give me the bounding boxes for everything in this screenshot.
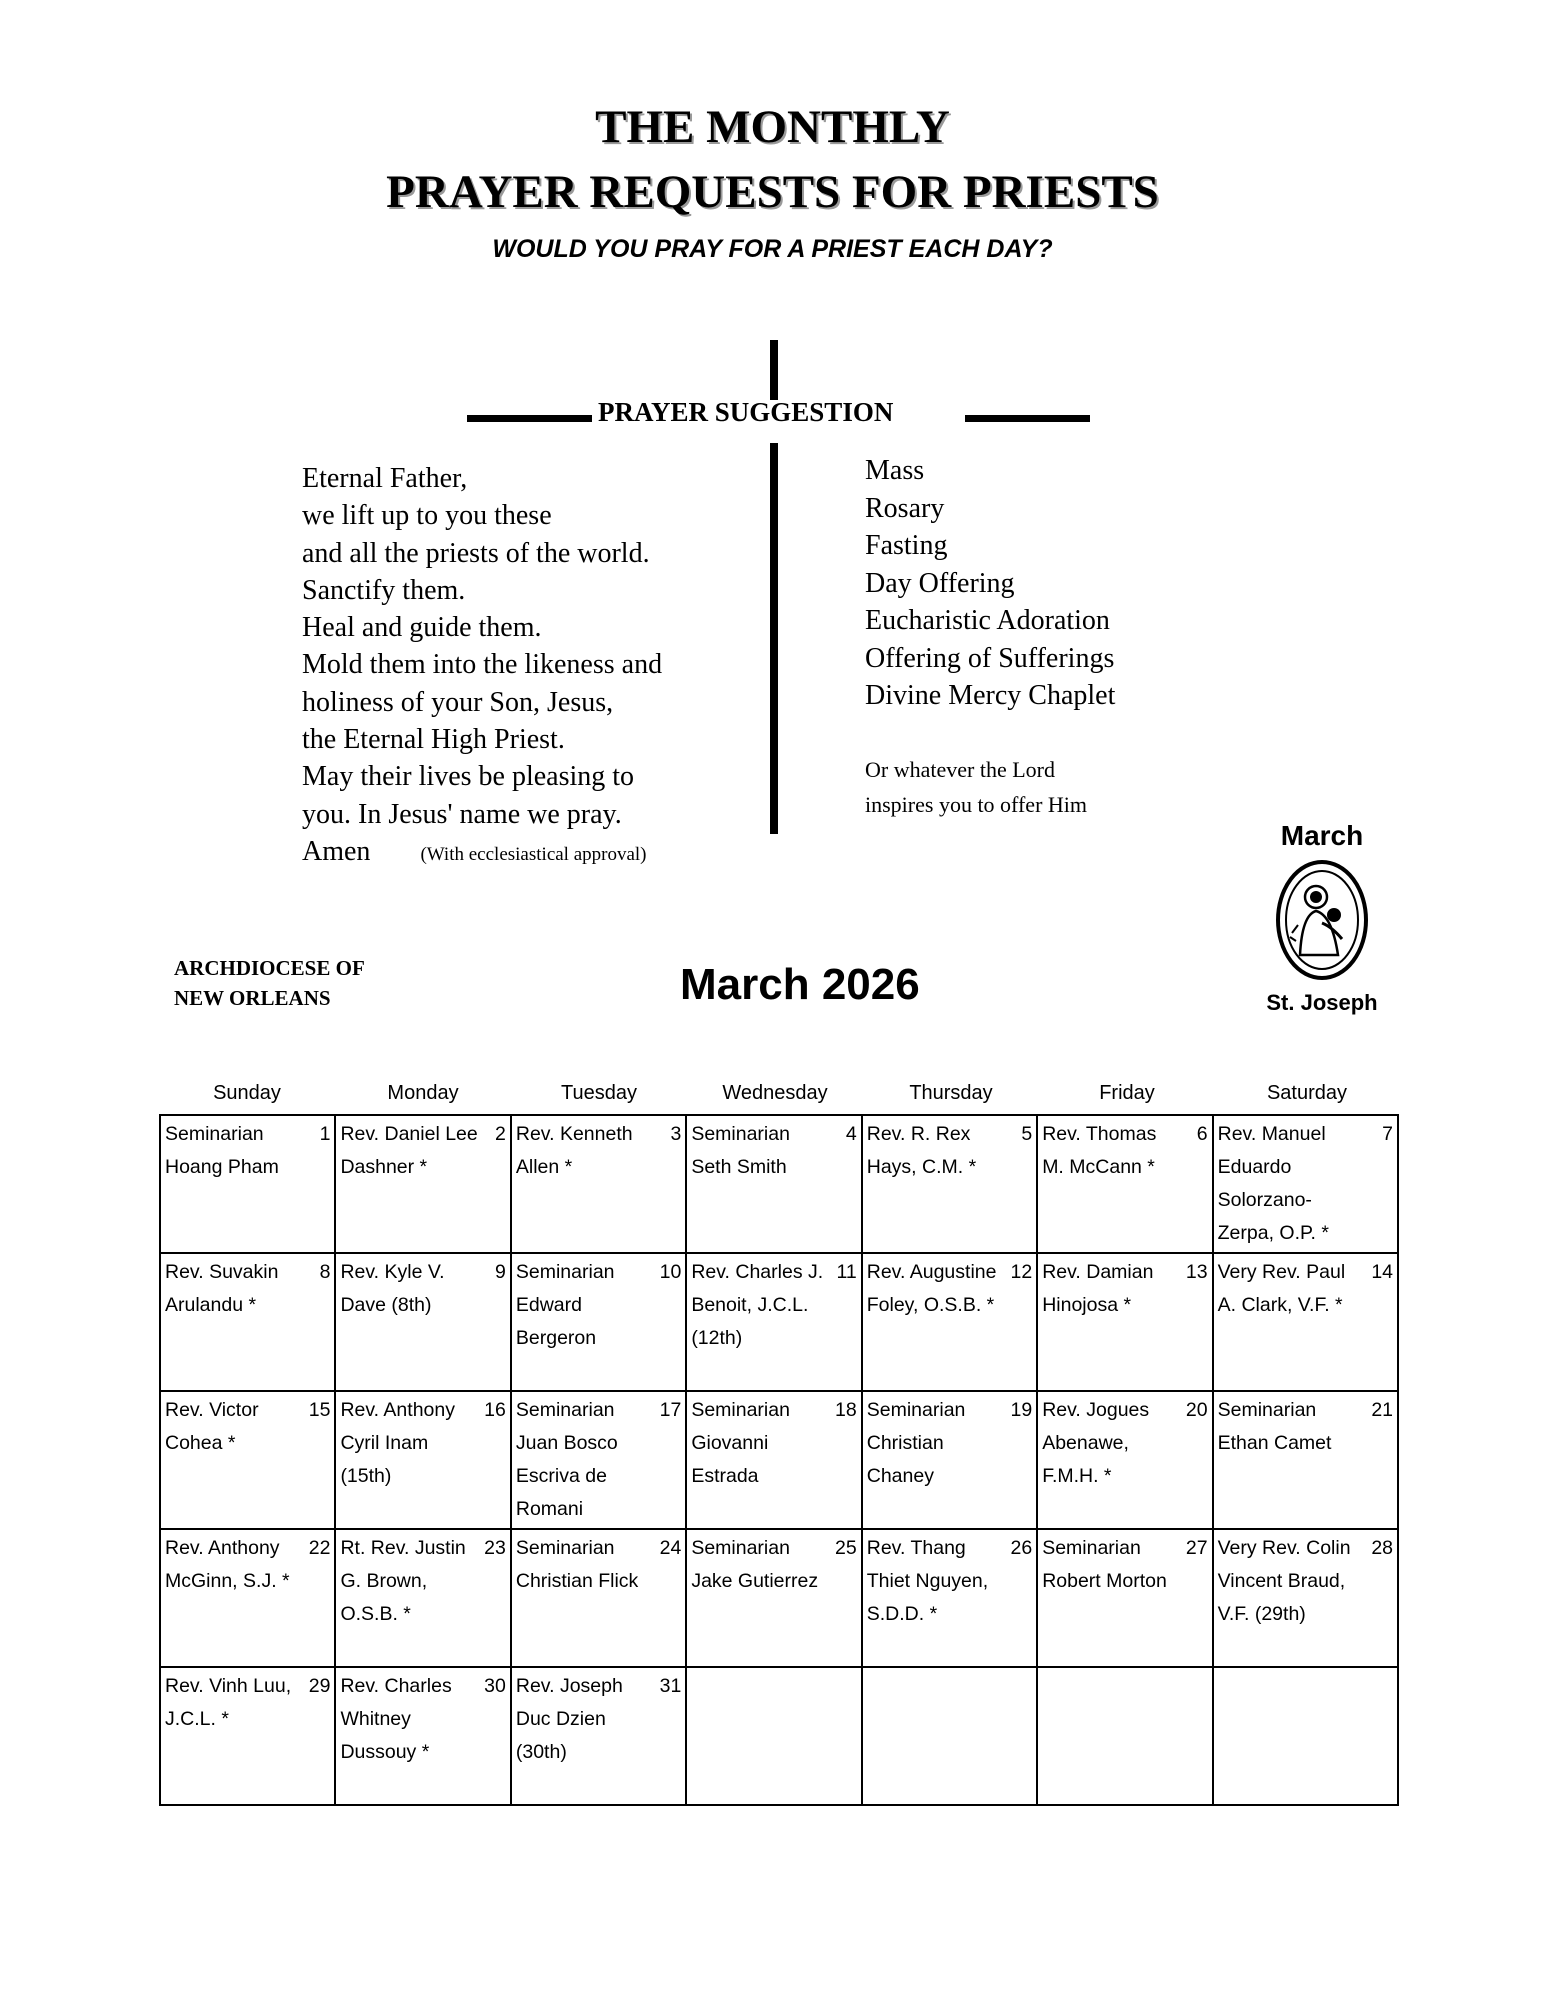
priest-name: Seminarian Christian Chaney [866,1399,966,1487]
day-number: 27 [1185,1537,1208,1559]
calendar-day-cell [512,1530,687,1666]
logo-saint-text: St. Joseph [1266,990,1378,1015]
archdiocese-label [174,953,365,1013]
calendar-month-title: March 2026 [680,960,920,1009]
day-number: 14 [1371,1261,1394,1283]
calendar-day-cell [687,1530,862,1666]
suggestion-item: Day Offering [865,567,1015,599]
calendar-day-cell [512,1254,687,1390]
calendar-day-cell [336,1116,511,1252]
priest-name: Seminarian Giovanni Estrada [691,1399,790,1487]
day-number: 16 [484,1399,506,1421]
priest-name: Rev. Augustine Foley, O.S.B. * [866,1261,997,1316]
prayer-line: the Eternal High Priest. [302,724,565,756]
day-number: 4 [845,1123,857,1145]
priest-name: Seminarian Hoang Pham [165,1123,279,1178]
calendar-week-row [161,1254,1397,1392]
priest-name: Rev. R. Rex Hays, C.M. * [866,1123,977,1178]
day-number: 2 [495,1123,506,1145]
day-number: 13 [1185,1261,1208,1283]
suggestion-note-line: Or whatever the Lord [865,757,1055,782]
day-number: 9 [495,1261,506,1283]
prayer-amen: Amen [302,835,371,867]
suggestion-item: Rosary [865,492,945,524]
calendar-day-cell [863,1116,1038,1252]
calendar-day-cell [863,1530,1038,1666]
calendar-day-cell [863,1254,1038,1390]
calendar-day-cell [1038,1116,1213,1252]
suggestion-item: Divine Mercy Chaplet [865,680,1116,711]
calendar-day-cell [687,1116,862,1252]
calendar-day-cell [1038,1254,1213,1390]
day-number: 25 [835,1537,857,1559]
calendar-day-cell [336,1668,511,1804]
day-number: 12 [1010,1261,1033,1283]
priest-name: Seminarian Robert Morton [1042,1537,1167,1592]
prayer-text [302,460,662,870]
archdiocese-line: NEW ORLEANS [174,986,331,1010]
day-number: 15 [308,1399,331,1421]
calendar-day-cell [1038,1530,1213,1666]
calendar-day-cell [1214,1668,1397,1804]
prayer-amen-line [302,833,662,870]
day-number: 30 [484,1675,506,1697]
prayer-line: Eternal Father, [302,463,468,494]
suggestion-item: Offering of Sufferings [865,642,1115,674]
calendar-grid [159,1114,1399,1806]
priest-name: Rev. Thang Thiet Nguyen, S.D.D. * [866,1537,989,1625]
day-number: 10 [659,1261,682,1283]
priest-name: Seminarian Juan Bosco Escriva de Romani [515,1399,618,1520]
priest-name: Seminarian Jake Gutierrez [691,1537,819,1592]
prayer-line: May their lives be pleasing to [302,761,635,793]
calendar-day-cell [1214,1530,1397,1666]
ecclesiastical-approval: (With ecclesiastical approval) [420,843,647,865]
page-title-line1: THE MONTHLY [595,101,950,153]
priest-name: Rev. Victor Cohea * [165,1399,259,1454]
calendar-day-cell [512,1116,687,1252]
priest-name: Rev. Suvakin Arulandu * [165,1261,279,1316]
priest-name: Seminarian Ethan Camet [1217,1399,1332,1454]
priest-name: Rev. Damian Hinojosa * [1042,1261,1154,1316]
day-number: 5 [1021,1123,1033,1145]
suggestion-item: Eucharistic Adoration [865,605,1110,636]
day-header-monday: Monday [387,1082,459,1104]
day-number: 22 [308,1537,331,1559]
calendar-week-row [161,1116,1397,1254]
calendar-day-cell [1214,1254,1397,1390]
day-header-saturday: Saturday [1266,1082,1348,1104]
prayer-line: Mold them into the likeness and [302,649,663,681]
calendar-day-cell [863,1392,1038,1528]
day-number: 18 [835,1399,857,1421]
day-number: 8 [319,1261,331,1283]
calendar-day-cell [512,1392,687,1528]
calendar-day-cell [336,1254,511,1390]
priest-name: Rev. Jogues Abenawe, F.M.H. * [1042,1399,1150,1487]
day-number: 19 [1010,1399,1033,1421]
day-number: 17 [659,1399,682,1421]
day-number: 1 [319,1123,331,1145]
priest-name: Rev. Thomas M. McCann * [1042,1123,1157,1178]
priest-name: Rev. Vinh Luu, J.C.L. * [165,1675,292,1730]
calendar-day-cell [687,1254,862,1390]
priest-name: Rt. Rev. Justin G. Brown, O.S.B. * [340,1537,466,1625]
cross-left-bar [467,415,592,422]
day-header-sunday: Sunday [213,1082,281,1104]
calendar-day-cell [863,1668,1038,1804]
day-number: 31 [659,1675,682,1697]
day-number: 11 [836,1261,857,1283]
calendar-day-cell [336,1530,511,1666]
calendar-day-cell [161,1668,336,1804]
day-header-friday: Friday [1099,1082,1155,1104]
prayer-line: you. In Jesus' name we pray. [302,798,622,830]
priest-name: Very Rev. Colin Vincent Braud, V.F. (29th) [1217,1537,1351,1625]
priest-name: Rev. Joseph Duc Dzien (30th) [515,1675,623,1763]
day-number: 23 [484,1537,506,1559]
priest-name: Rev. Anthony McGinn, S.J. * [165,1537,290,1592]
priest-name: Rev. Anthony Cyril Inam (15th) [340,1399,455,1487]
calendar-week-row [161,1668,1397,1804]
calendar-week-row [161,1530,1397,1668]
priest-name: Rev. Kyle V. Dave (8th) [340,1261,445,1316]
calendar-week-row [161,1392,1397,1530]
priest-name: Very Rev. Paul A. Clark, V.F. * [1217,1261,1346,1316]
calendar-day-cell [1214,1116,1397,1252]
day-header-wednesday: Wednesday [722,1082,828,1104]
calendar-day-cell [161,1254,336,1390]
calendar-day-cell [1038,1668,1213,1804]
prayer-suggestion-heading: PRAYER SUGGESTION [598,397,894,427]
priest-name: Rev. Charles Whitney Dussouy * [340,1675,452,1763]
day-number: 24 [659,1537,682,1559]
page-title-line2: PRAYER REQUESTS FOR PRIESTS [386,166,1159,218]
page-subtitle: WOULD YOU PRAY FOR A PRIEST EACH DAY? [492,235,1053,263]
calendar-day-cell [512,1668,687,1804]
calendar-day-cell [161,1530,336,1666]
prayer-line: holiness of your Son, Jesus, [302,686,614,718]
calendar-day-cell [161,1116,336,1252]
cross-top-bar [770,340,778,400]
day-number: 29 [308,1675,331,1697]
suggestion-note [865,752,1087,822]
logo-month-text: March [1280,820,1364,851]
st-joseph-medallion-icon [1262,815,1382,1025]
day-number: 7 [1382,1123,1394,1145]
priest-name: Seminarian Christian Flick [515,1537,639,1592]
day-number: 21 [1371,1399,1394,1421]
day-number: 6 [1196,1123,1208,1145]
prayer-line: and all the priests of the world. [302,537,650,569]
calendar-day-cell [336,1392,511,1528]
archdiocese-line: ARCHDIOCESE OF [174,956,365,980]
calendar-day-cell [1038,1392,1213,1528]
suggestion-item: Fasting [865,530,948,561]
calendar-day-cell [687,1668,862,1804]
prayer-line: Sanctify them. [302,574,466,606]
calendar-day-cell [1214,1392,1397,1528]
prayer-line: Heal and guide them. [302,612,542,644]
day-header-thursday: Thursday [909,1082,993,1104]
priest-name: Seminarian Seth Smith [691,1123,790,1178]
day-number: 26 [1010,1537,1033,1559]
priest-name: Rev. Daniel Lee Dashner * [340,1123,478,1178]
cross-right-bar [965,415,1090,422]
day-number: 3 [670,1123,682,1145]
prayer-line: we lift up to you these [302,500,552,532]
calendar-day-headers [159,1082,1399,1112]
priest-name: Seminarian Edward Bergeron [515,1261,615,1349]
priest-name: Rev. Kenneth Allen * [515,1123,633,1178]
cross-bottom-bar [770,443,778,834]
calendar-day-cell [161,1392,336,1528]
day-number: 20 [1185,1399,1208,1421]
priest-name: Rev. Manuel Eduardo Solorzano-Zerpa, O.P. * [1217,1123,1329,1244]
suggestion-item: Mass [865,455,925,486]
day-header-tuesday: Tuesday [561,1082,637,1104]
priest-name: Rev. Charles J. Benoit, J.C.L. (12th) [691,1261,824,1349]
suggestion-list [865,452,1115,715]
calendar-day-cell [687,1392,862,1528]
day-number: 28 [1371,1537,1394,1559]
suggestion-note-line: inspires you to offer Him [865,792,1088,817]
